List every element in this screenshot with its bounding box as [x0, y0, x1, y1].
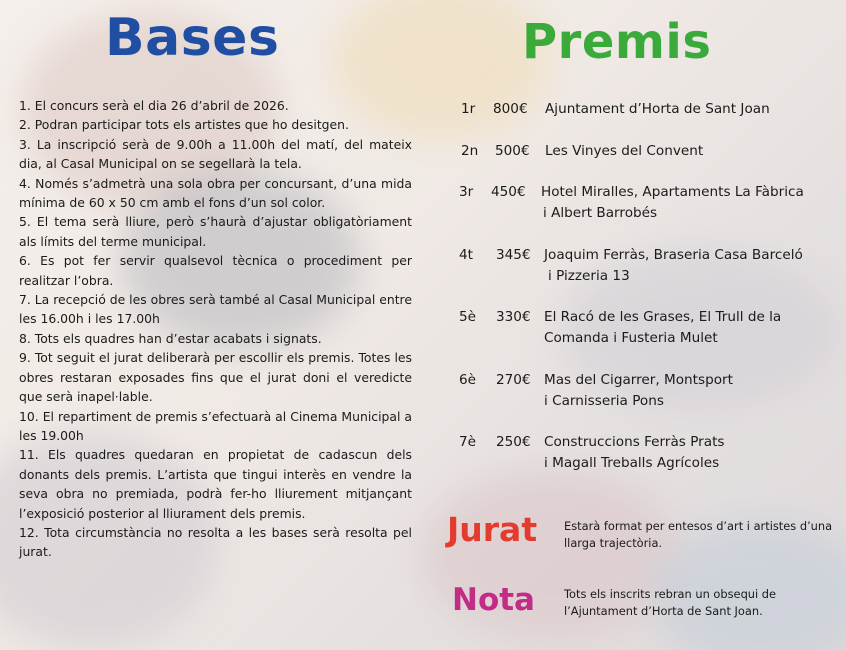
prize-amount: 250€ [496, 434, 531, 450]
jurat-text: Estarà format per entesos d’art i artistes d’una llarga trajectòria. [564, 519, 833, 550]
nota-text: Tots els inscrits rebran un obsequi de l’Ajuntament d’Horta de Sant Joan. [564, 587, 777, 618]
prize-rank: 6è [459, 372, 477, 388]
bases-item: 4. Només s’admetrà una sola obra per concursant, d’una mida mínima de 60 x 50 cm amb el fons d’un sol color. [19, 175, 412, 211]
prize-amount: 345€ [496, 247, 531, 263]
prize-sponsor-line: i Carnisseria Pons [544, 393, 664, 409]
prize-amount: 800€ [493, 101, 528, 117]
bases-item: 6. Es pot fer servir qualsevol tècnica o procediment per realitzar l’obra. [19, 253, 412, 288]
bases-list [19, 96, 412, 562]
bases-item: 2. Podran participar tots els artistes que ho desitgen. [19, 117, 349, 133]
prize-sponsor [544, 432, 725, 474]
prize-sponsor [544, 245, 803, 287]
prize-sponsor-line: Hotel Miralles, Apartaments La Fàbrica [541, 184, 804, 200]
jurat-title: Jurat [447, 510, 538, 549]
prize-sponsor-line: Construccions Ferràs Prats [544, 434, 725, 450]
prize-sponsor [544, 370, 733, 412]
prize-sponsor-line: Mas del Cigarrer, Montsport [544, 372, 733, 388]
prize-sponsor [545, 141, 703, 162]
prize-sponsor-line: i Pizzeria 13 [548, 268, 630, 284]
bases-title: Bases [105, 8, 280, 68]
prize-amount: 330€ [496, 309, 531, 325]
prize-sponsor [541, 182, 804, 224]
prize-rank: 4t [459, 247, 473, 263]
prize-sponsor-line: Comanda i Fusteria Mulet [544, 330, 718, 346]
prize-amount: 270€ [496, 372, 531, 388]
bases-item: 1. El concurs serà el dia 26 d’abril de 2026. [19, 98, 289, 113]
prize-rank: 3r [459, 184, 474, 200]
prize-sponsor-line: El Racó de les Grases, El Trull de la [544, 309, 782, 325]
nota-title: Nota [452, 582, 535, 618]
bases-item: 7. La recepció de les obres serà també al Casal Municipal entre les 16.00h i les 17.00h [19, 292, 412, 327]
bases-item: 5. El tema serà lliure, però s’haurà d’ajustar obligatòriament als límits del terme municipal. [19, 214, 412, 249]
bases-item: 12. Tota circumstància no resolta a les bases serà resolta pel jurat. [19, 524, 412, 560]
prize-sponsor-line: Joaquim Ferràs, Braseria Casa Barceló [544, 247, 803, 263]
bases-item: 3. La inscripció serà de 9.00h a 11.00h del matí, del mateix dia, al Casal Municipal on se segellarà la tela. [19, 136, 412, 172]
prize-rank: 1r [461, 101, 476, 117]
prize-sponsor-line: i Albert Barrobés [543, 205, 658, 221]
prize-sponsor-line: i Magall Treballs Agrícoles [544, 455, 720, 471]
prize-sponsor [545, 99, 770, 120]
prize-amount: 450€ [491, 184, 526, 200]
bases-item: 9. Tot seguit el jurat deliberarà per escollir els premis. Totes les obres restaran exposades fins que el jurat doni el veredicte que serà inapel·lable. [19, 350, 412, 405]
prize-sponsor-line: Les Vinyes del Convent [545, 143, 704, 159]
prize-sponsor-line: Ajuntament d’Horta de Sant Joan [545, 101, 770, 117]
bases-item: 11. Els quadres quedaran en propietat de cadascun dels donants dels premis. L’artista que tingui interès en vendre la seva obra no premiada, podrà fer-ho lliurement mitjançant l’exposició posterior al lliurament dels premis. [19, 447, 412, 521]
bases-item: 8. Tots els quadres han d’estar acabats i signats. [19, 330, 322, 346]
premis-title: Premis [522, 14, 712, 70]
prize-sponsor [544, 307, 781, 349]
prize-rank: 7è [459, 434, 477, 450]
prize-rank: 2n [461, 143, 479, 159]
prize-rank: 5è [459, 309, 477, 325]
prize-amount: 500€ [495, 143, 530, 159]
bases-item: 10. El repartiment de premis s’efectuarà al Cinema Municipal a les 19.00h [19, 408, 412, 443]
